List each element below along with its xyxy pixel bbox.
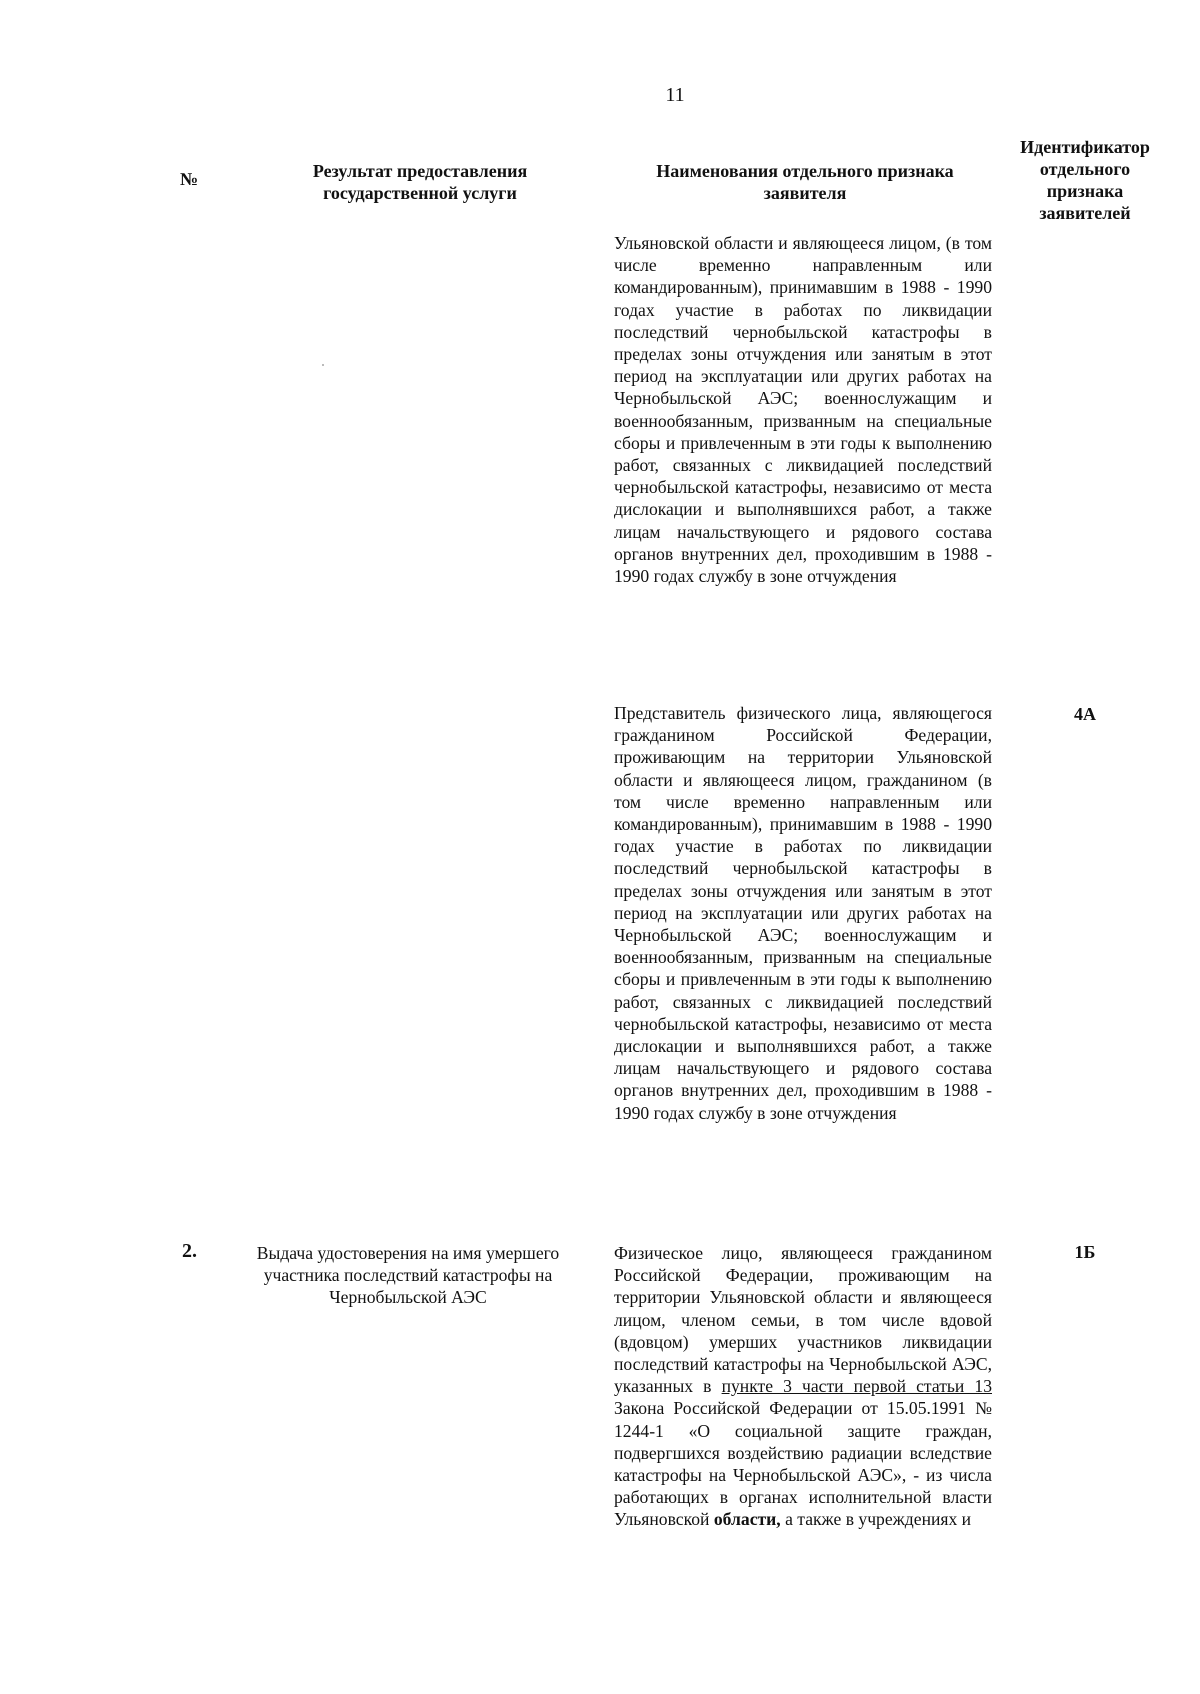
applicant-feature-text-row-2 [614, 1242, 992, 1531]
text-segment-1: Физическое лицо, являющееся гражданином Российской Федерации, проживающим на территории Ульяновской области и являющееся лицом, членом семьи, в том числе вдовой (вдовцом) умерших участников ликвидации последствий катастрофы на Чернобыльской АЭС, указанных в [614, 1243, 992, 1397]
identifier-4a: 4А [1074, 704, 1096, 724]
law-article-link[interactable]: пункте 3 части первой статьи 13 [721, 1376, 992, 1397]
bold-word: области, [713, 1509, 781, 1530]
row-number-2: 2. [182, 1240, 197, 1262]
identifier-1b: 1Б [1074, 1242, 1096, 1262]
scan-speck [322, 364, 324, 366]
header-identifier: Идентификатор отдельного признака заявителей [1020, 137, 1150, 223]
header-result: Результат предоставления государственной услуги [312, 161, 528, 203]
service-result-row-2: Выдача удостоверения на имя умершего участника последствий катастрофы на Чернобыльской АЭС [256, 1243, 560, 1308]
text-segment-2: Закона Российской Федерации от 15.05.1991 № 1244-1 «О социальной защите граждан, подвергшихся воздействию радиации вследствие катастрофы на Чернобыльской АЭС», - из числа работающих в органах исполнительной власти Ульяновской [614, 1398, 992, 1530]
applicant-feature-text-continued: Ульяновской области и являющееся лицом, (в том числе временно направленным или командированным), принимавшим в 1988 - 1990 годах участие в работах по ликвидации последствий чернобыльской катастрофы в пределах зоны отчуждения или занятым в этот период на эксплуатации или других работах на Чернобыльской АЭС; военнослужащим и военнообязанным, призванным на специальные сборы и привлеченным в эти годы к выполнению работ, связанных с ликвидацией последствий чернобыльской катастрофы, независимо от места дислокации и выполнявшихся работ, а также лицам начальствующего и рядового состава органов внутренних дел, проходившим в 1988 - 1990 годах службу в зоне отчуждения [614, 233, 992, 587]
text-segment-3: а также в учреждениях и [785, 1509, 972, 1530]
header-applicant-feature: Наименования отдельного признака заявителя [656, 161, 954, 203]
page-number: 11 [665, 84, 685, 106]
header-number: № [180, 169, 199, 189]
applicant-feature-text-representative: Представитель физического лица, являющегося гражданином Российской Федерации, проживающим на территории Ульяновской области и являющееся лицом, гражданином (в том числе временно направленным или командированным), принимавшим в 1988 - 1990 годах участие в работах по ликвидации последствий чернобыльской катастрофы в пределах зоны отчуждения или занятым в этот период на эксплуатации или других работах на Чернобыльской АЭС; военнослужащим и военнообязанным, призванным на специальные сборы и привлеченным в эти годы к выполнению работ, связанных с ликвидацией последствий чернобыльской катастрофы, независимо от места дислокации и выполнявшихся работ, а также лицам начальствующего и рядового состава органов внутренних дел, проходившим в 1988 - 1990 годах службу в зоне отчуждения [614, 703, 992, 1123]
